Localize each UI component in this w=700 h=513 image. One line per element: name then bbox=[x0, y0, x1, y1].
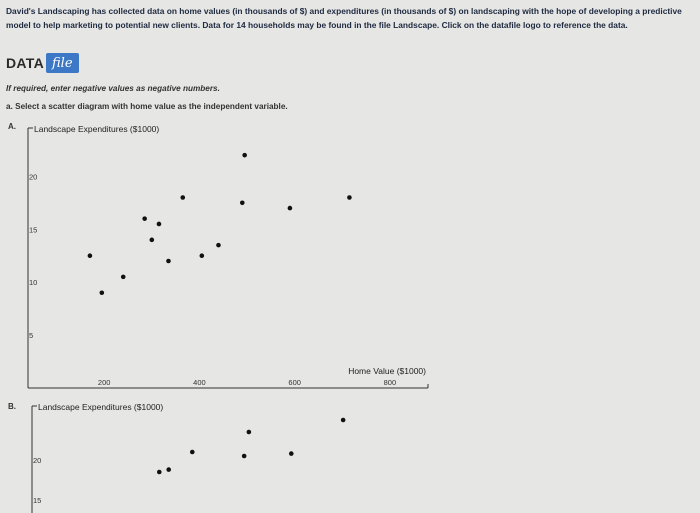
option-a-data-point bbox=[240, 200, 245, 205]
option-a-x-tick-label: 800 bbox=[383, 378, 397, 387]
option-b-data-point bbox=[289, 451, 294, 456]
option-b-data-point bbox=[157, 470, 162, 475]
option-a-data-point bbox=[242, 153, 247, 158]
option-a-y-axis-title: Landscape Expenditures ($1000) bbox=[34, 124, 160, 134]
problem-intro: David's Landscaping has collected data on home values (in thousands of $) and expenditures (in thousands of $) on landscaping with the hope of developing a predictive model to help marketing to potential new clients. Data for 14 households may be found in the file Landscape. Click on the datafile logo to reference the data. bbox=[6, 6, 682, 30]
option-b-data-point bbox=[166, 467, 171, 472]
option-a-x-tick-label: 600 bbox=[288, 378, 301, 387]
option-b-data-point bbox=[247, 430, 252, 435]
option-b-data-point bbox=[190, 450, 195, 455]
option-a-letter[interactable]: A. bbox=[8, 122, 16, 131]
option-a-data-point bbox=[216, 243, 221, 248]
option-b-data-point bbox=[242, 454, 247, 459]
option-b-data-point bbox=[341, 418, 346, 423]
option-a-y-tick-label: 5 bbox=[29, 331, 34, 341]
option-b-y-tick-label: 15 bbox=[33, 496, 42, 505]
option-a-data-point bbox=[88, 253, 93, 258]
instruction-note: If required, enter negative values as negative numbers. bbox=[6, 84, 220, 93]
option-a-data-point bbox=[100, 290, 105, 295]
option-b-scatter-chart[interactable] bbox=[24, 398, 434, 513]
option-b-svg bbox=[24, 398, 434, 513]
option-b-y-tick-label: 20 bbox=[33, 456, 42, 465]
data-label: DATA bbox=[6, 55, 45, 71]
option-b-y-axis-title: Landscape Expenditures ($1000) bbox=[38, 402, 164, 412]
option-a-data-point bbox=[288, 206, 293, 211]
option-a-y-tick-label: 15 bbox=[29, 225, 38, 235]
option-a-data-point bbox=[166, 259, 171, 264]
option-a-data-point bbox=[157, 222, 162, 227]
option-a-scatter-chart[interactable] bbox=[24, 120, 434, 392]
option-a-data-point bbox=[347, 195, 352, 200]
question-a: a. Select a scatter diagram with home value as the independent variable. bbox=[6, 102, 288, 111]
option-a-y-tick-label: 20 bbox=[29, 172, 38, 182]
option-a-x-tick-label: 200 bbox=[97, 378, 111, 387]
option-a-x-tick-label: 400 bbox=[193, 378, 206, 387]
datafile-logo-button[interactable]: file bbox=[46, 53, 79, 73]
datafile-reference bbox=[6, 52, 79, 74]
option-a-y-tick-label: 10 bbox=[29, 278, 38, 288]
option-a-svg bbox=[24, 120, 434, 392]
option-a-x-axis-title: Home Value ($1000) bbox=[348, 366, 426, 376]
option-a-data-point bbox=[150, 238, 155, 243]
option-a-data-point bbox=[200, 253, 205, 258]
option-b-letter[interactable]: B. bbox=[8, 402, 16, 411]
option-a-data-point bbox=[121, 275, 126, 280]
option-a-data-point bbox=[142, 216, 147, 221]
option-a-data-point bbox=[180, 195, 185, 200]
